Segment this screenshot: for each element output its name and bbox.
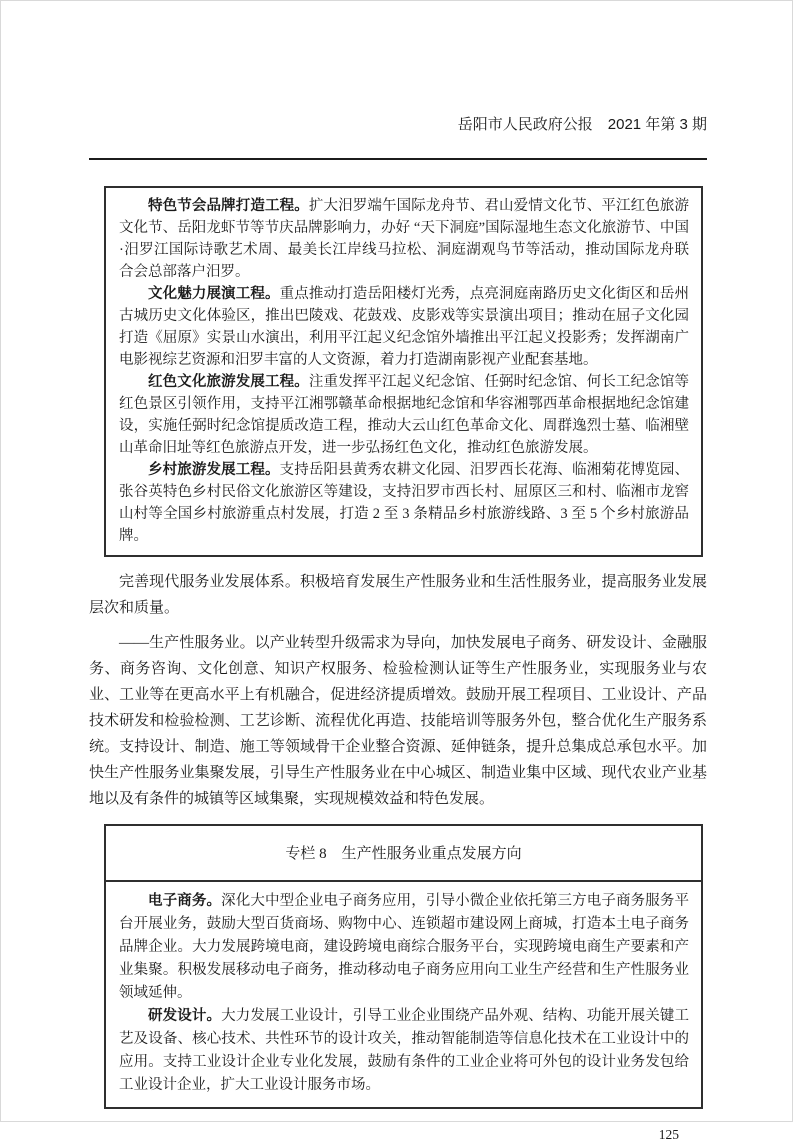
paragraph-text: 深化大中型企业电子商务应用，引导小微企业依托第三方电子商务服务平台开展业务，鼓励大型百货商场、购物中心、连锁超市建设网上商城，打造本土电子商务品牌企业。大力发展跨境电商，建设跨境电商综合服务平台，实现跨境电商生产要素和产业集聚。积极发展移动电子商务，推动移动电子商务应用向工业生产经营和生产性服务业领域延伸。 — [119, 893, 689, 1001]
paragraph-lead: 特色节会品牌打造工程。 — [148, 198, 309, 214]
tourism-projects-box — [104, 186, 703, 557]
paragraph-lead: 电子商务。 — [148, 893, 222, 909]
paragraph-text: 支持岳阳县黄秀农耕文化园、汨罗西长花海、临湘菊花博览园、张谷英特色乡村民俗文化旅游区等建设，支持汨罗市西长村、屈原区三和村、临湘市龙窖山村等全国乡村旅游重点村发展，打造 2 至 3 条精品乡村旅游线路、3 至 5 个乡村旅游品牌。 — [119, 462, 689, 544]
gazette-page — [89, 1, 707, 1143]
page-number: 125 — [658, 1127, 679, 1142]
paragraph-lead: 红色文化旅游发展工程。 — [148, 374, 309, 390]
paragraph-text: 扩大汨罗端午国际龙舟节、君山爱情文化节、平江红色旅游文化节、岳阳龙虾节等节庆品牌影响力，办好 “天下洞庭”国际湿地生态文化旅游节、中国·汨罗江国际诗歌艺术周、最美长江岸线马拉松、洞庭湖观鸟节等活动，推动国际龙舟联合会总部落户汨罗。 — [119, 198, 689, 280]
paragraph-lead: 研发设计。 — [148, 1008, 222, 1024]
header-rule — [89, 158, 707, 160]
box-paragraph — [119, 890, 689, 1005]
paragraph-text: 重点推动打造岳阳楼灯光秀，点亮洞庭南路历史文化街区和岳州古城历史文化体验区，推出巴陵戏、花鼓戏、皮影戏等实景演出项目；推动在屈子文化园打造《屈原》实景山水演出，利用平江起义纪念馆外墙推出平江起义投影秀；发挥湖南广电影视综艺资源和汨罗丰富的人文资源，着力打造湖南影视产业配套基地。 — [119, 286, 689, 368]
box-paragraph — [119, 371, 689, 459]
paragraph-text: 注重发挥平江起义纪念馆、任弼时纪念馆、何长工纪念馆等红色景区引领作用，支持平江湘鄂赣革命根据地纪念馆和华容湘鄂西革命根据地纪念馆建设，实施任弼时纪念馆提质改造工程，推动大云山红色革命文化、周群逸烈士墓、临湘壁山革命旧址等红色旅游点开发，进一步弘扬红色文化，推动红色旅游发展。 — [119, 374, 689, 456]
page-header — [89, 1, 707, 153]
column-8-title: 专栏 8 生产性服务业重点发展方向 — [106, 826, 701, 882]
body-paragraph: 完善现代服务业发展体系。积极培育发展生产性服务业和生活性服务业，提高服务业发展层次和质量。 — [89, 574, 707, 616]
paragraph-lead: 乡村旅游发展工程。 — [148, 462, 280, 478]
box-paragraph — [119, 1005, 689, 1097]
main-text-section — [89, 569, 707, 812]
body-paragraph: ——生产性服务业。以产业转型升级需求为导向，加快发展电子商务、研发设计、金融服务、商务咨询、文化创意、知识产权服务、检验检测认证等生产性服务业，实现服务业与农业、工业等在更高水平上有机融合，促进经济提质增效。鼓励开展工程项目、工业设计、产品技术研发和检验检测、工艺诊断、流程优化再造、技能培训等服务外包，整合优化生产服务系统。支持设计、制造、施工等领域骨干企业整合资源、延伸链条，提升总集成总承包水平。加快生产性服务业集聚发展，引导生产性服务业在中心城区、制造业集中区域、现代农业产业基地以及有条件的城镇等区域集聚，实现规模效益和特色发展。 — [89, 635, 707, 807]
paragraph-text: 大力发展工业设计，引导工业企业围绕产品外观、结构、功能开展关键工艺及设备、核心技术、共性环节的设计攻关，推动智能制造等信息化技术在工业设计中的应用。支持工业设计企业专业化发展，鼓励有条件的工业企业将可外包的设计业务发包给工业设计企业，扩大工业设计服务市场。 — [119, 1008, 689, 1093]
column-8-box — [104, 824, 703, 1109]
box-paragraph — [119, 283, 689, 371]
box-paragraph — [119, 459, 689, 547]
column-8-content — [106, 882, 701, 1107]
journal-title: 岳阳市人民政府公报 2021 年第 3 期 — [457, 116, 707, 133]
paragraph-lead: 文化魅力展演工程。 — [148, 286, 280, 302]
box-paragraph — [119, 195, 689, 283]
